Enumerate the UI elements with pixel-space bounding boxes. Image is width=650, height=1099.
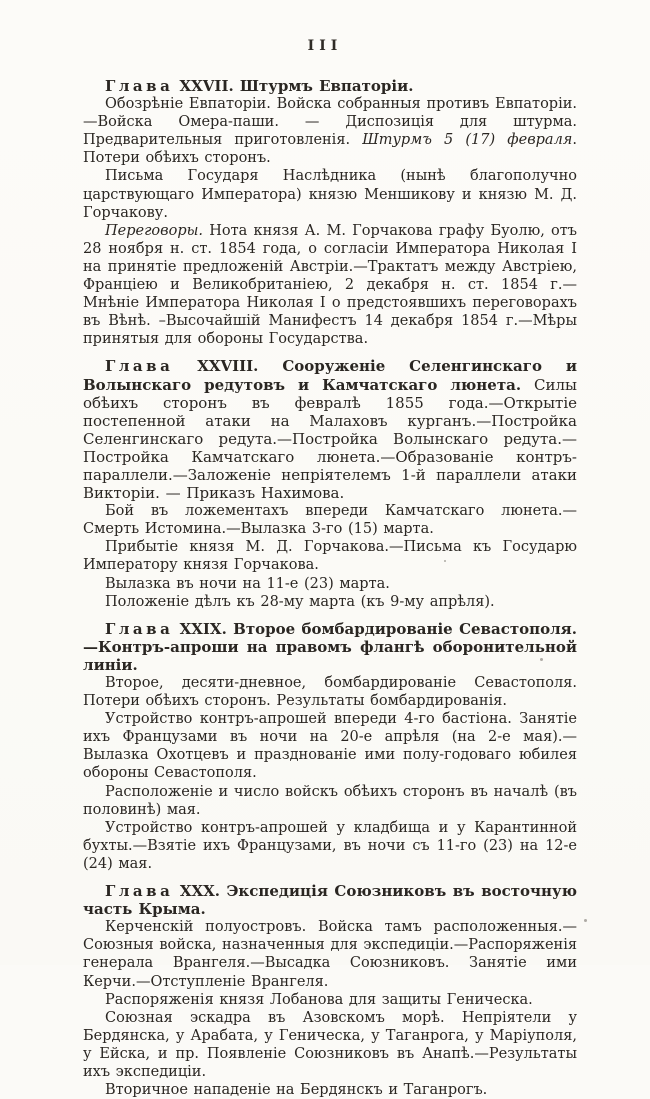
text-segment: Керченскій полуостровъ. Войска тамъ расположенныя.—Союзныя войска, назначенныя для экспедиціи.—Распоряженія генерала Врангеля.—Высадка Союзниковъ. Занятіе ими Керчи.—Отступленіе Врангеля. xyxy=(83,919,577,990)
text-segment: XXVIII. Сооруженіе Селенгинскаго и Волынскаго редутовъ и Камчатскаго люнета. xyxy=(83,357,577,394)
toc-paragraph xyxy=(83,538,577,574)
text-segment: Устройство контръ-апрошей впереди 4-го бастіона. Занятіе ихъ Французами въ ночи на 20-е апрѣля (на 2-е мая).—Вылазка Охотцевъ и празднованіе ими полу-годоваго юбилея обороны Севастополя. xyxy=(83,711,577,782)
text-segment: Расположеніе и число войскъ обѣихъ сторонъ въ началѣ (въ половинѣ) мая. xyxy=(83,783,577,818)
text-segment: XXVII. Штурмъ Евпаторіи. xyxy=(173,77,414,95)
text-segment: Вторичное нападеніе на Бердянскъ и Таганрогъ. xyxy=(105,1082,488,1099)
text-segment: Силы обѣихъ сторонъ въ февралѣ 1855 года.—Открытіе постепенной атаки на Малаховъ курганъ.—Постройка Селенгинскаго редута.—Постройка Волынскаго редута.—Постройка Камчатскаго люнета.—Образованіе контръ-параллели.—Заложеніе непріятелемъ 1-й параллели атаки Викторіи. — Приказъ Нахимова. xyxy=(83,375,577,503)
toc-paragraph xyxy=(83,783,577,819)
chapter-heading xyxy=(83,882,577,918)
toc-paragraph xyxy=(83,819,577,873)
chapter-heading xyxy=(83,77,577,95)
toc-paragraph xyxy=(83,95,577,167)
text-segment: Обозрѣніе Евпаторіи. Войска собранныя противъ Евпаторіи.—Войска Омера-паши. — Диспозиція для штурма. Предварительныя приготовленія. xyxy=(83,96,577,149)
chapter-word: Глава xyxy=(105,357,174,376)
text-segment: Нота князя А. М. Горчакова графу Буолю, отъ 28 ноября н. ст. 1854 года, о согласіи Императора Николая I на принятіе предложеній Австріи.—Трактатъ между Австріею, Франціею и Великобританіею, 2 декабря н. ст. 1854 г.—Мнѣніе Императора Николая I о предстоявшихъ переговорахъ въ Вѣнѣ. –Высочайшій Манифестъ 14 декабря 1854 г.—Мѣры принятыя для обороны Государства. xyxy=(83,222,577,348)
text-segment: Письма Государя Наслѣдника (нынѣ благополучно царствующаго Императора) князю Меншикову и князю М. Д. Горчакову. xyxy=(83,168,577,221)
chapter-word: Глава xyxy=(105,882,174,901)
text-segment: XXX. Экспедиція Союзниковъ въ восточную часть Крыма. xyxy=(83,882,577,919)
text-segment: Штурмъ 5 (17) февраля xyxy=(362,132,573,149)
chapter-word: Глава xyxy=(105,77,174,95)
toc-paragraph xyxy=(83,1009,577,1081)
text-segment: Положеніе дѣлъ къ 28-му марта (къ 9-му апрѣля). xyxy=(105,593,495,610)
text-segment: Переговоры. xyxy=(105,222,204,239)
text-segment: Устройство контръ-апрошей у кладбища и у Карантинной бухты.—Взятіе ихъ Французами, въ ночи съ 11-го (23) на 12-е (24) мая. xyxy=(83,819,577,872)
scan-speck xyxy=(584,919,587,922)
chapter-word: Глава xyxy=(105,619,174,638)
toc-content xyxy=(83,70,577,1099)
text-segment: Распоряженія князя Лобанова для защиты Геническа. xyxy=(105,991,533,1008)
text-segment: Бой въ ложементахъ впереди Камчатскаго люнета.—Смерть Истомина.—Вылазка 3-го (15) марта. xyxy=(83,503,577,538)
toc-paragraph xyxy=(83,167,577,221)
toc-paragraph xyxy=(83,710,577,782)
text-segment: Второе, десяти-дневное, бомбардированіе Севастополя. Потери обѣихъ сторонъ. Результаты бомбардированія. xyxy=(83,675,577,710)
chapter-heading xyxy=(83,357,577,502)
text-segment: Вылазка въ ночи на 11-е (23) марта. xyxy=(105,575,390,592)
page-number: III xyxy=(307,38,343,54)
toc-paragraph xyxy=(83,502,577,538)
toc-paragraph xyxy=(83,918,577,990)
toc-paragraph xyxy=(83,222,577,349)
toc-paragraph xyxy=(83,575,577,593)
text-segment: Прибытіе князя М. Д. Горчакова.—Письма къ Государю Императору князя Горчакова. xyxy=(83,539,577,574)
chapter-heading xyxy=(83,620,577,674)
toc-paragraph xyxy=(83,1081,577,1099)
scan-speck xyxy=(444,560,446,562)
toc-paragraph xyxy=(83,991,577,1009)
text-segment: XXIX. Второе бомбардированіе Севастополя.—Контръ-апроши на правомъ флангѣ оборонительной линіи. xyxy=(83,619,577,674)
text-segment: . Потери обѣихъ сторонъ. xyxy=(83,132,578,167)
toc-paragraph xyxy=(83,674,577,710)
scan-speck xyxy=(540,658,543,661)
text-segment: Союзная эскадра въ Азовскомъ морѣ. Непріятели у Бердянска, у Арабата, у Геническа, у Таганрога, у Маріуполя, у Ейска, и пр. Появленіе Союзниковъ въ Анапѣ.—Результаты ихъ экспедиціи. xyxy=(83,1009,577,1080)
toc-paragraph xyxy=(83,593,577,611)
